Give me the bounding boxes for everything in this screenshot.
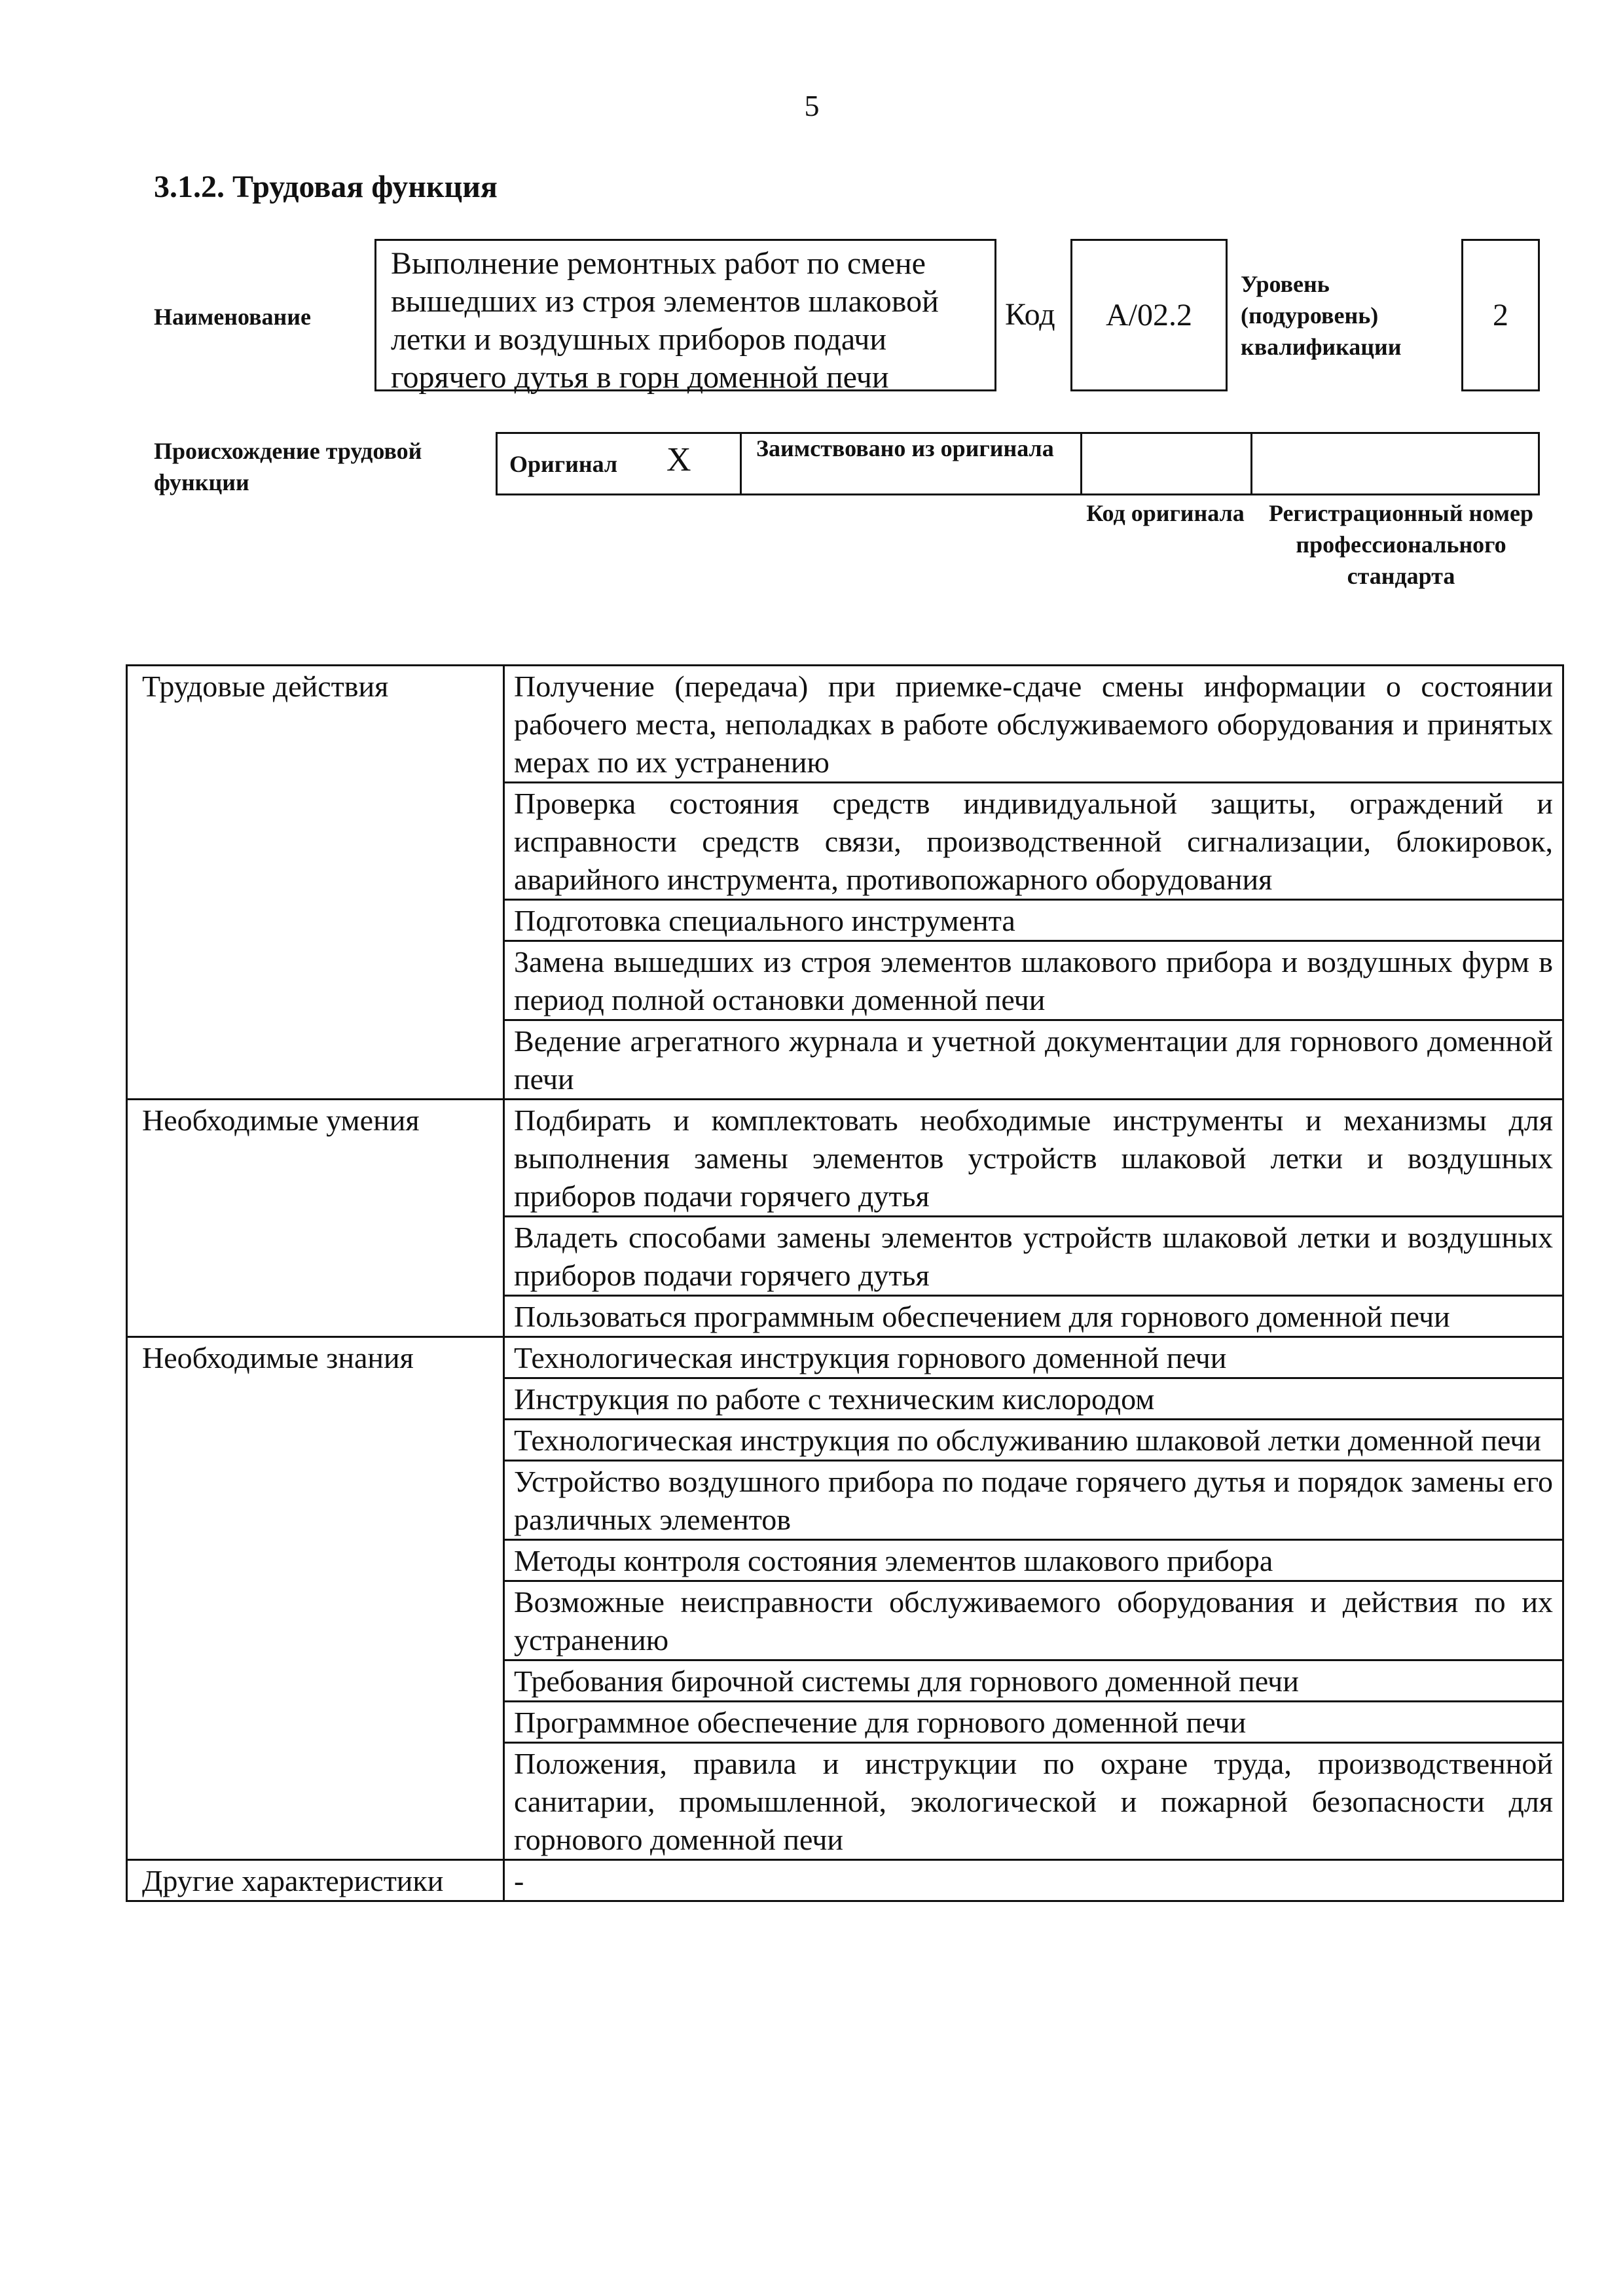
name-label: Наименование [154,304,311,330]
knowledge-item: Возможные неисправности обслуживаемого оборудования и действия по их устранению [504,1581,1563,1660]
origin-box [496,432,1540,495]
skill-item: Владеть способами замены элементов устройств шлаковой летки и воздушных приборов подачи горячего дутья [504,1217,1563,1296]
other-label: Другие характеристики [127,1860,504,1901]
divider [1250,434,1252,493]
labor-action-item: Замена вышедших из строя элементов шлакового прибора и воздушных фурм в период полной остановки доменной печи [504,941,1563,1020]
competency-table [126,664,1564,1902]
labor-action-item: Проверка состояния средств индивидуальной защиты, ограждений и исправности средств связи, производственной сигнализации, блокировок, аварийного инструмента, противопожарного оборудования [504,783,1563,900]
knowledge-item: Программное обеспечение для горнового доменной печи [504,1702,1563,1743]
table-row [127,1337,1563,1378]
divider [740,434,742,493]
knowledge-item: Положения, правила и инструкции по охране труда, производственной санитарии, промышленной, экологической и пожарной безопасности для горнового доменной печи [504,1743,1563,1860]
origin-label: Происхождение трудовой функции [154,438,422,495]
labor-action-item: Получение (передача) при приемке-сдаче смены информации о состоянии рабочего места, неполадках в работе обслуживаемого оборудования и принятых мерах по их устранению [504,666,1563,783]
divider [1080,434,1082,493]
original-label: Оригинал [509,451,618,477]
skills-label: Необходимые умения [127,1100,504,1337]
other-value: - [504,1860,1563,1901]
labor-action-item: Подготовка специального инструмента [504,900,1563,941]
knowledge-item: Требования бирочной системы для горнового доменной печи [504,1660,1563,1702]
skill-item: Пользоваться программным обеспечением для горнового доменной печи [504,1296,1563,1337]
labor-actions-label: Трудовые действия [127,666,504,1100]
code-box [1070,239,1228,391]
borrowed-label: Заимствовано из оригинала [756,435,1054,461]
code-value: А/02.2 [1106,297,1192,332]
page-number: 5 [804,89,820,122]
table-row [127,666,1563,783]
skill-item: Подбирать и комплектовать необходимые инструменты и механизмы для выполнения замены элементов устройств шлаковой летки и воздушных приборов подачи горячего дутья [504,1100,1563,1217]
level-value: 2 [1493,297,1508,332]
reg-number-caption: Регистрационный номер профессионального стандарта [1268,500,1534,589]
knowledge-item: Методы контроля состояния элементов шлакового прибора [504,1540,1563,1581]
knowledge-item: Инструкция по работе с техническим кислородом [504,1378,1563,1420]
code-label: Код [1005,297,1055,332]
knowledge-label: Необходимые знания [127,1337,504,1860]
table-row [127,1100,1563,1217]
code-original-caption: Код оригинала [1086,500,1245,526]
knowledge-item: Технологическая инструкция по обслуживанию шлаковой летки доменной печи [504,1420,1563,1461]
labor-action-item: Ведение агрегатного журнала и учетной документации для горнового доменной печи [504,1020,1563,1100]
section-title: 3.1.2. Трудовая функция [154,170,498,204]
table-row [127,1860,1563,1901]
original-mark: X [666,441,691,478]
function-name-value: Выполнение ремонтных работ по смене вышедших из строя элементов шлаковой летки и воздушных приборов подачи горячего дутья в горн доменной печи [391,246,939,395]
knowledge-item: Устройство воздушного прибора по подаче горячего дутья и порядок замены его различных элементов [504,1461,1563,1540]
level-box [1461,239,1540,391]
function-name-box [374,239,996,395]
knowledge-item: Технологическая инструкция горнового доменной печи [504,1337,1563,1378]
level-label: Уровень (подуровень) квалификации [1241,271,1402,360]
